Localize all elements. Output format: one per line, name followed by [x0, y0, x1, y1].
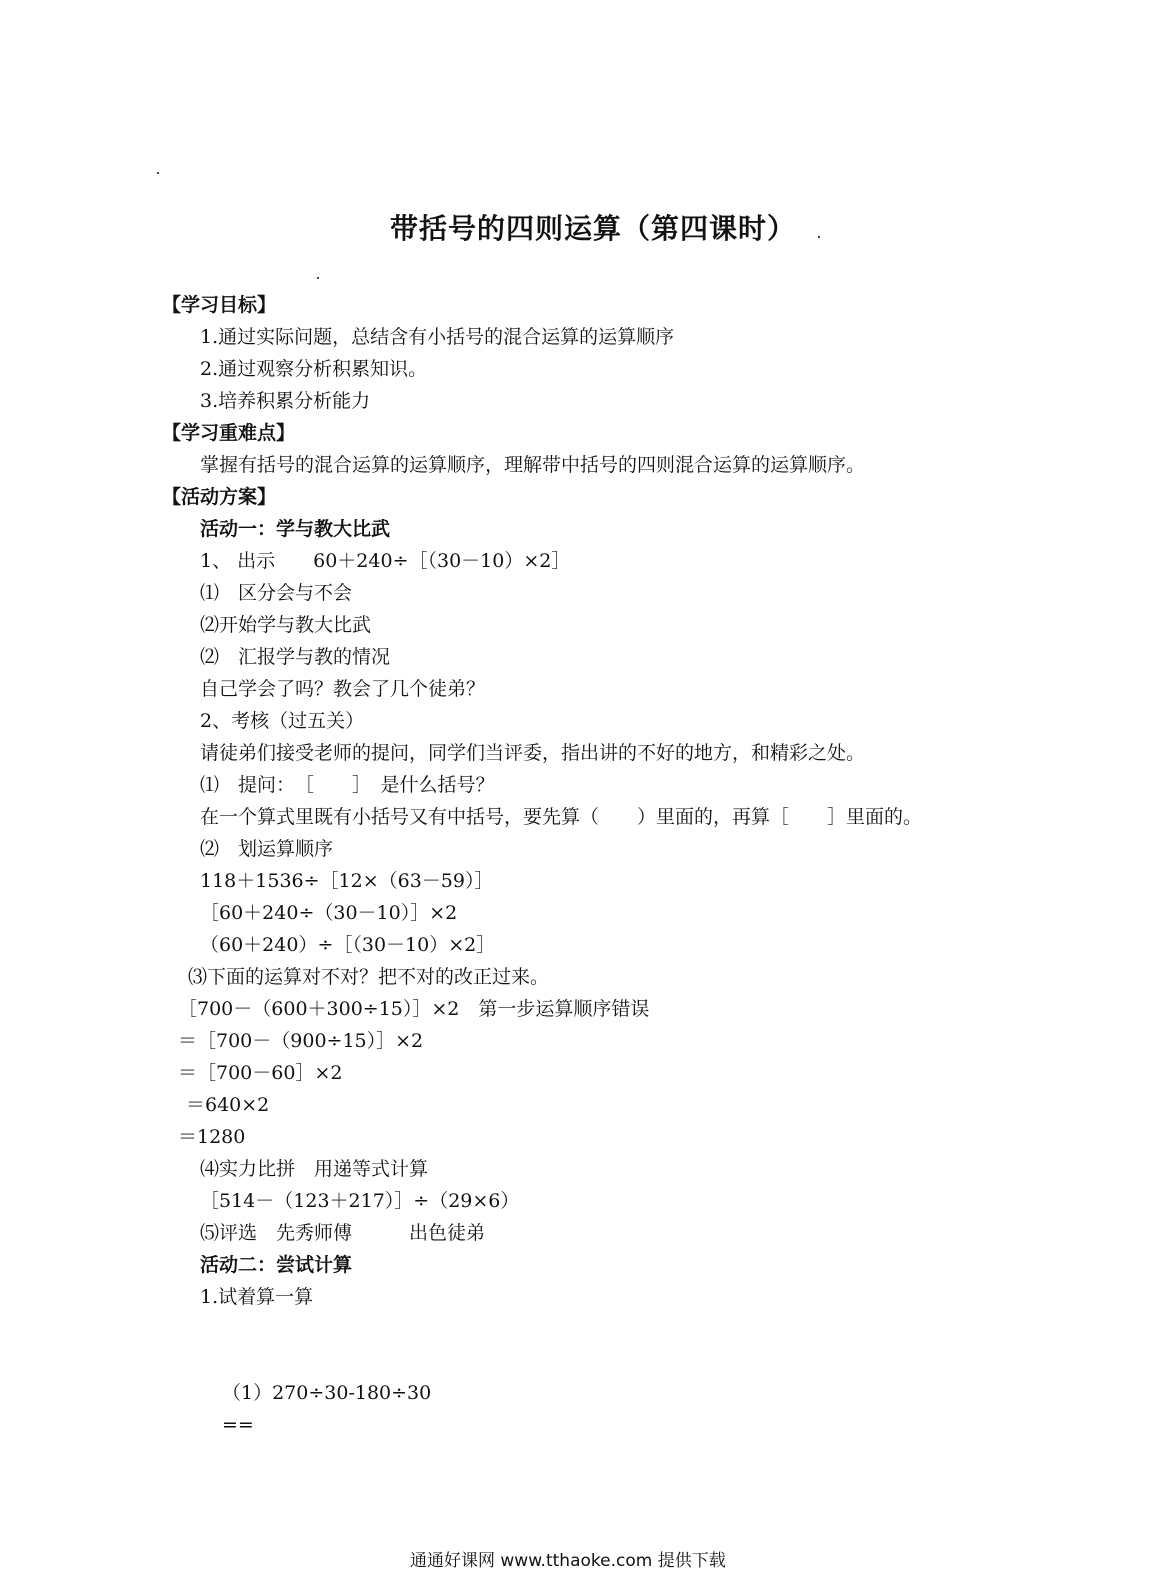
activity-line: ⑸评选 先秀师傅 出色徒弟	[200, 1222, 486, 1244]
goal-item: 2.通过观察分析积累知识。	[200, 358, 428, 380]
activity-line: ［700－（600＋300÷15）］×2 第一步运算顺序错误	[178, 998, 650, 1020]
goal-item: 1.通过实际问题，总结含有小括号的混合运算的运算顺序	[200, 326, 675, 348]
activity-line: ［60＋240÷（30－10）］×2	[200, 902, 458, 924]
activity-line: ＝［700－60］×2	[178, 1062, 343, 1084]
activity-line: ⑵开始学与教大比武	[200, 614, 372, 636]
page-title: 带括号的四则运算（第四课时）	[390, 212, 797, 245]
section-heading-key-points: 【学习重难点】	[162, 422, 296, 444]
activity-line: ⑶下面的运算对不对？把不对的改正过来。	[188, 966, 550, 988]
footer-note: 通通好课网 www.tthaoke.com 提供下载	[410, 1551, 726, 1571]
activity-line: ＝［700－（900÷15）］×2	[178, 1030, 424, 1052]
activity-line: ==	[222, 1414, 254, 1436]
activity-line: ＝1280	[178, 1126, 246, 1148]
activity-line: 1、 出示 60＋240÷［（30－10）×2］	[200, 550, 571, 572]
activity-line: ［514－（123＋217）］÷（29×6）	[200, 1190, 520, 1212]
activity-line: 118＋1536÷［12×（63－59）］	[200, 870, 494, 892]
activity-line: 请徒弟们接受老师的提问，同学们当评委，指出讲的不好的地方，和精彩之处。	[200, 742, 866, 764]
goal-item: 3.培养积累分析能力	[200, 390, 371, 412]
activity-line: 在一个算式里既有小括号又有中括号，要先算（ ）里面的，再算［ ］里面的。	[200, 806, 923, 828]
activity-line: 自己学会了吗？教会了几个徒弟？	[200, 678, 486, 700]
activity-line: ⑴ 区分会与不会	[200, 582, 353, 604]
stray-mark	[157, 172, 159, 174]
stray-mark	[818, 236, 820, 238]
activity-line: （1）270÷30-180÷30	[222, 1382, 432, 1404]
section-heading-plan: 【活动方案】	[162, 486, 277, 508]
activity-1-heading: 活动一：学与教大比武	[200, 518, 391, 540]
section-heading-goals: 【学习目标】	[162, 294, 277, 316]
activity-line: ⑴ 提问： ［ ］ 是什么括号？	[200, 774, 495, 796]
key-points-text: 掌握有括号的混合运算的运算顺序，理解带中括号的四则混合运算的运算顺序。	[200, 454, 866, 476]
activity-line: （60＋240）÷［（30－10）×2］	[200, 934, 496, 956]
activity-line: 2、考核（过五关）	[200, 710, 365, 732]
activity-line: ＝640×2	[186, 1094, 270, 1116]
activity-line: ⑷实力比拼 用递等式计算	[200, 1158, 429, 1180]
activity-2-heading: 活动二：尝试计算	[200, 1254, 353, 1276]
activity-line: ⑵ 汇报学与教的情况	[200, 646, 391, 668]
activity-line: 1.试着算一算	[200, 1286, 314, 1308]
stray-mark	[317, 277, 319, 279]
activity-line: ⑵ 划运算顺序	[200, 838, 334, 860]
